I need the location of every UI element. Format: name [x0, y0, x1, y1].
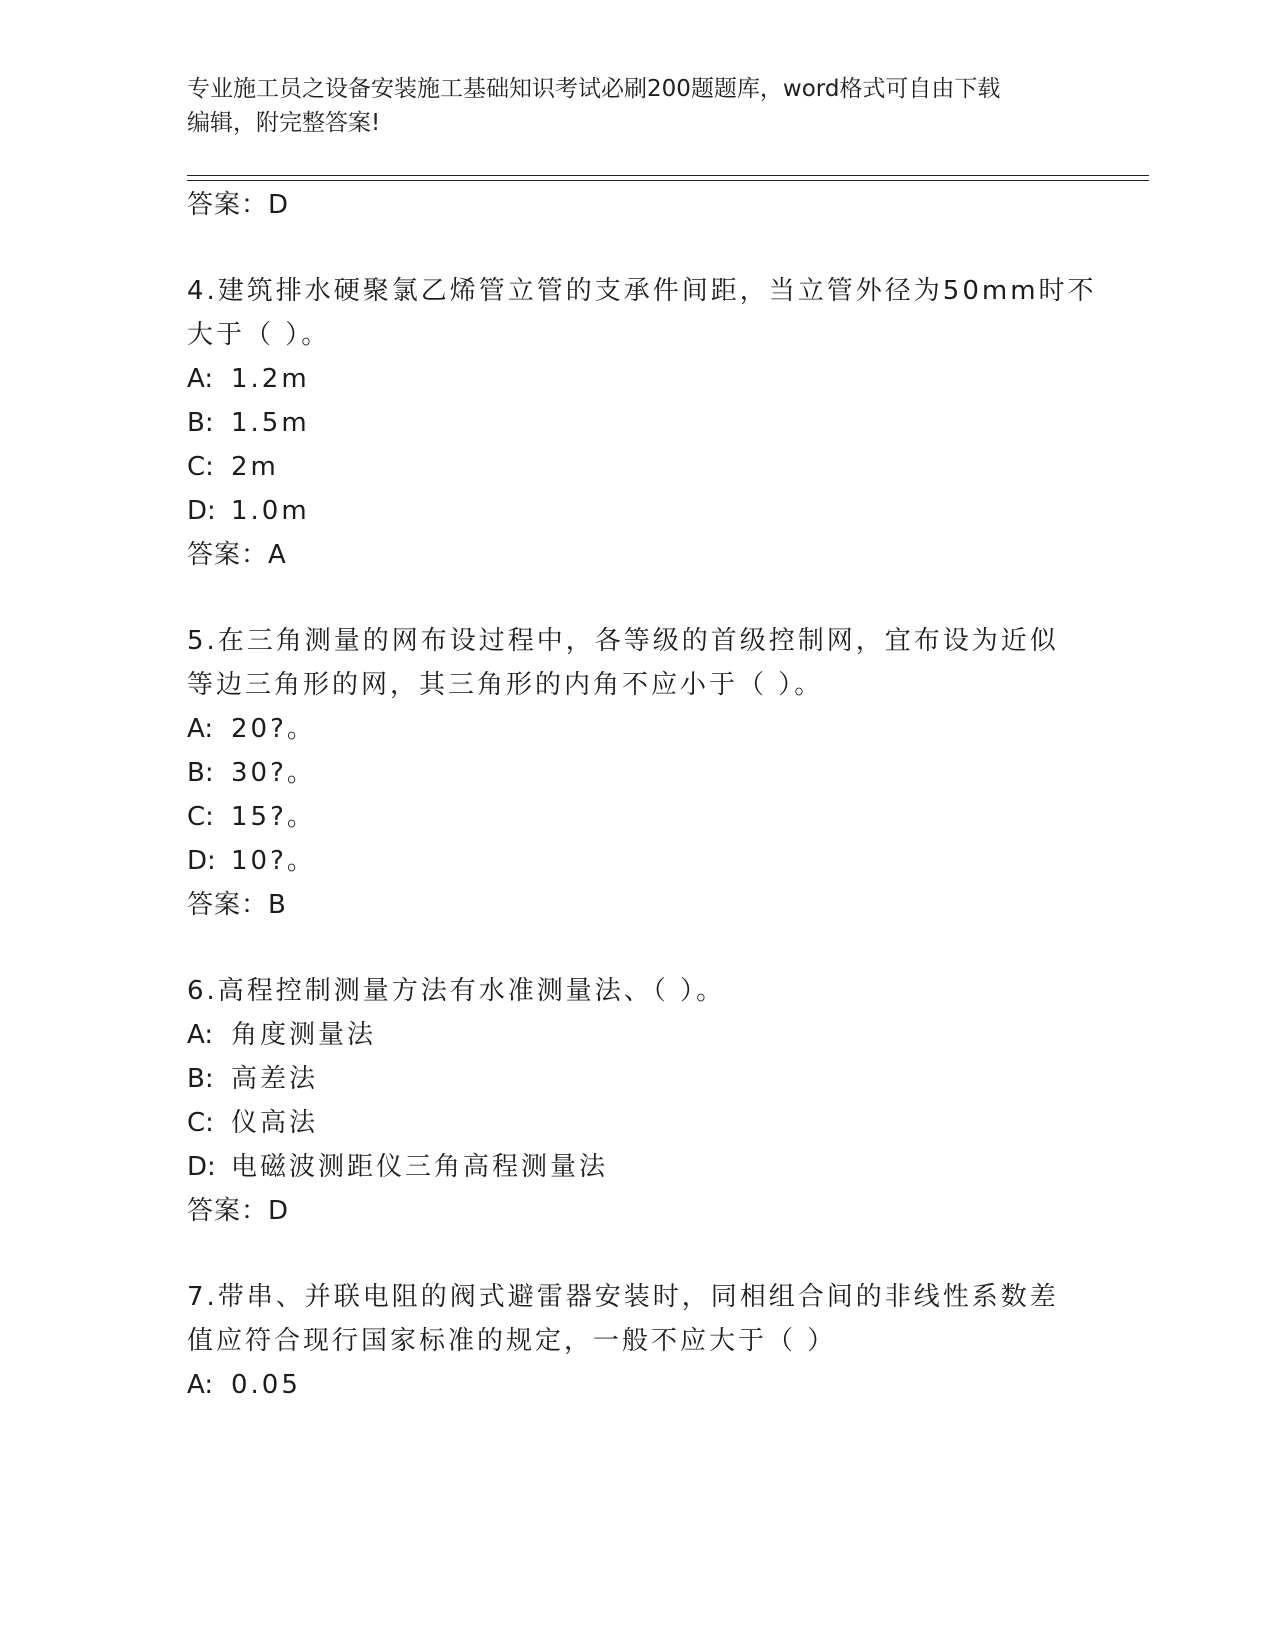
question-6-option-b: [187, 1062, 318, 1096]
option-text: 10?。: [231, 846, 316, 876]
option-label: B:: [187, 408, 214, 438]
question-4-line-2: 大于（ ）。: [187, 320, 331, 350]
option-text: 电磁波测距仪三角高程测量法: [231, 1152, 609, 1182]
question-7-option-a: [187, 1368, 301, 1402]
question-5-option-c: [187, 800, 316, 834]
option-text: 1.5m: [231, 408, 310, 438]
option-label: A:: [187, 714, 214, 744]
question-4-option-c: [187, 450, 279, 484]
header-line-1: 专业施工员之设备安装施工基础知识考试必刷200题题库，word格式可自由下载: [187, 76, 1001, 102]
header-rule-top: [187, 175, 1149, 176]
document-header: [187, 72, 1087, 140]
question-4-option-d: [187, 494, 310, 528]
option-label: C:: [187, 452, 214, 482]
option-text: 30?。: [231, 758, 316, 788]
option-text: 角度测量法: [231, 1020, 377, 1050]
option-text: 0.05: [231, 1370, 301, 1400]
question-5-option-a: [187, 712, 316, 746]
option-text: 高差法: [231, 1064, 319, 1094]
answer-4: 答案：A: [187, 540, 287, 570]
option-text: 2m: [231, 452, 279, 482]
option-text: 15?。: [231, 802, 316, 832]
option-label: A:: [187, 1370, 214, 1400]
option-label: D:: [187, 496, 216, 526]
question-7-line-1: 7.带串、并联电阻的阀式避雷器安装时，同相组合间的非线性系数差: [187, 1282, 1059, 1312]
option-text: 1.2m: [231, 364, 310, 394]
option-label: D:: [187, 1152, 216, 1182]
answer-3: 答案：D: [187, 190, 290, 220]
question-5-line-1: 5.在三角测量的网布设过程中，各等级的首级控制网，宜布设为近似: [187, 626, 1059, 656]
option-label: A:: [187, 1020, 214, 1050]
question-6-line-1: 6.高程控制测量方法有水准测量法、（ ）。: [187, 976, 726, 1006]
option-label: C:: [187, 802, 214, 832]
option-text: 1.0m: [231, 496, 310, 526]
option-label: C:: [187, 1108, 214, 1138]
answer-6: 答案：D: [187, 1196, 290, 1226]
option-label: B:: [187, 758, 214, 788]
question-4-option-b: [187, 406, 310, 440]
header-line-2: 编辑，附完整答案!: [187, 110, 381, 136]
question-5-line-2: 等边三角形的网，其三角形的内角不应小于（ ）。: [187, 670, 824, 700]
option-label: D:: [187, 846, 216, 876]
option-text: 仪高法: [231, 1108, 319, 1138]
question-5-option-d: [187, 844, 316, 878]
question-6-option-c: [187, 1106, 318, 1140]
question-4-line-1: 4.建筑排水硬聚氯乙烯管立管的支承件间距，当立管外径为50mm时不: [187, 276, 1097, 306]
question-6-option-a: [187, 1018, 376, 1052]
question-7-line-2: 值应符合现行国家标准的规定，一般不应大于（ ）: [187, 1326, 837, 1356]
question-4-option-a: [187, 362, 310, 396]
option-label: A:: [187, 364, 214, 394]
question-5-option-b: [187, 756, 316, 790]
option-text: 20?。: [231, 714, 316, 744]
option-label: B:: [187, 1064, 214, 1094]
header-rule-bottom: [187, 180, 1149, 181]
question-6-option-d: [187, 1150, 608, 1184]
answer-5: 答案：B: [187, 890, 287, 920]
